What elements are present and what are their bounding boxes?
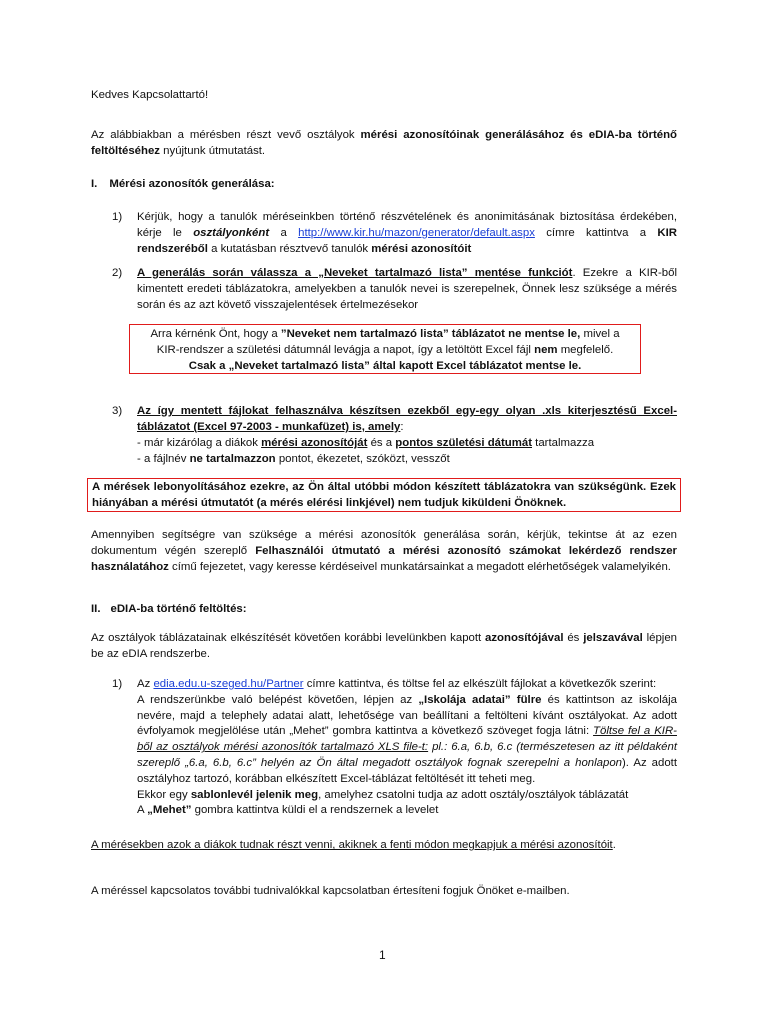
participation-note: A mérésekben azok a diákok tudnak részt venni, akiknek a fenti módon megkapjuk a mérési azonosítóit. bbox=[91, 839, 616, 851]
warning-box-2: A mérések lebonyolításához ezekre, az Ön által utóbbi módon készített táblázatokra van szükségünk. Ezek hiányában a mérési útmutatót (a mérés elérési linkjével) nem tudjuk kiküldeni Önöknek. bbox=[87, 478, 681, 512]
item-2-text: A generálás során válassza a „Neveket tartalmazó lista” mentése funkciót. Ezekre a KIR-ből kimentett eredeti táblázatokra, amelyekben a tanulók nevei is szerepelnek, Önnek lesz szüksége a mérés során és az azt követő visszajelentések értelmezésekor bbox=[137, 267, 677, 311]
warning-box-1: Arra kérnénk Önt, hogy a ”Neveket nem tartalmazó lista” táblázatot ne mentse le, mivel a KIR-rendszer a születési dátumnál levágja a napot, így a letöltött Excel fájl nem megfelelő. Csak a „Neveket tartalmazó lista” által kapott Excel táblázatot mentse le. bbox=[129, 324, 641, 374]
item-3-text: Az így mentett fájlokat felhasználva készítsen ezekből egy-egy olyan .xls kiterjesztésű Excel-táblázatot (Excel 97-2003 - munkafüzet) is, amely: bbox=[137, 405, 677, 433]
intro-paragraph: Az alábbiakban a mérésben részt vevő osztályok mérési azonosítóinak generálásához és eDIA-ba történő feltöltéséhez nyújtunk útmutatást. bbox=[91, 129, 678, 157]
edia-partner-link[interactable]: edia.edu.u-szeged.hu/Partner bbox=[153, 678, 304, 690]
page-number: 1 bbox=[379, 948, 386, 962]
help-paragraph: Amennyiben segítségre van szüksége a mérési azonosítók generálása során, kérjük, tekintse át az ezen dokumentum végén szereplő Felhasználói útmutató a mérési azonosító számokat lekérdező rendszer használatához című fejezetet, vagy keresse kérdéseivel munkatársainkat a megadott elérhetőségek valamelyikén. bbox=[91, 529, 677, 573]
item-3-dash-1: - már kizárólag a diákok mérési azonosítóját és a pontos születési dátumát tartalmazza bbox=[137, 437, 595, 449]
item-1-number: 1) bbox=[112, 211, 123, 223]
kir-generator-link[interactable]: http://www.kir.hu/mazon/generator/default.aspx bbox=[298, 226, 535, 239]
item-3-number: 3) bbox=[112, 405, 123, 417]
item-4-block: Az edia.edu.u-szeged.hu/Partner címre kattintva, és töltse fel az elkészült fájlokat a következők szerint: A rendszerünkbe való belépést követően, lépjen az „Iskolája adatai” fülre és kattintson az iskolája nevére, majd a telephely adatai alatt, lehetősége van beállítani a feltölteni kívánt osztályokat. Az adott évfolyamok megjelölése után „Mehet” gombra kattintva a következő szöveget fogja látni: Töltse fel a KIR-ből az osztályok mérési azonosítók tartalmazó XLS file-t: pl.: 6.a, 6.b, 6.c (természetesen az itt példaként szereplő „6.a, 6.b, 6.c” helyén az Ön által megadott osztályok fognak szerepelni a honlapon). Az adott osztályhoz tartozó, korábban elkészített Excel-táblázat feltöltését itt teheti meg. Ekkor egy sablonlevél jelenik meg, amelyhez csatolni tudja az adott osztály/osztályok táblázatát A „Mehet” gombra kattintva küldi el a rendszernek a levelet bbox=[137, 678, 677, 817]
upload-paragraph: Az osztályok táblázatainak elkészítését követően korábbi levelünkben kapott azonosítójával és jelszavával lépjen be az eDIA rendszerbe. bbox=[91, 632, 677, 660]
section-2-heading: II. eDIA-ba történő feltöltés: bbox=[91, 603, 247, 615]
item-1-text: Kérjük, hogy a tanulók méréseinkben történő részvételének és anonimitásának biztosítása érdekében, kérje le osztályonként a http://www.kir.hu/mazon/generator/default.aspx címre kattintva a KIR rendszeréből a kutatásban résztvevő tanulók mérési azonosítóit bbox=[137, 211, 678, 255]
item-3-dash-2: - a fájlnév ne tartalmazzon pontot, ékezetet, szóközt, vesszőt bbox=[137, 453, 450, 465]
item-4-number: 1) bbox=[112, 678, 123, 690]
closing-paragraph: A méréssel kapcsolatos további tudnivalókkal kapcsolatban értesíteni fogjuk Önöket e-mailben. bbox=[91, 885, 570, 897]
greeting: Kedves Kapcsolattartó! bbox=[91, 89, 209, 101]
document-page bbox=[91, 0, 677, 1024]
section-1-heading: I. Mérési azonosítók generálása: bbox=[91, 178, 275, 190]
item-2-number: 2) bbox=[112, 267, 123, 279]
